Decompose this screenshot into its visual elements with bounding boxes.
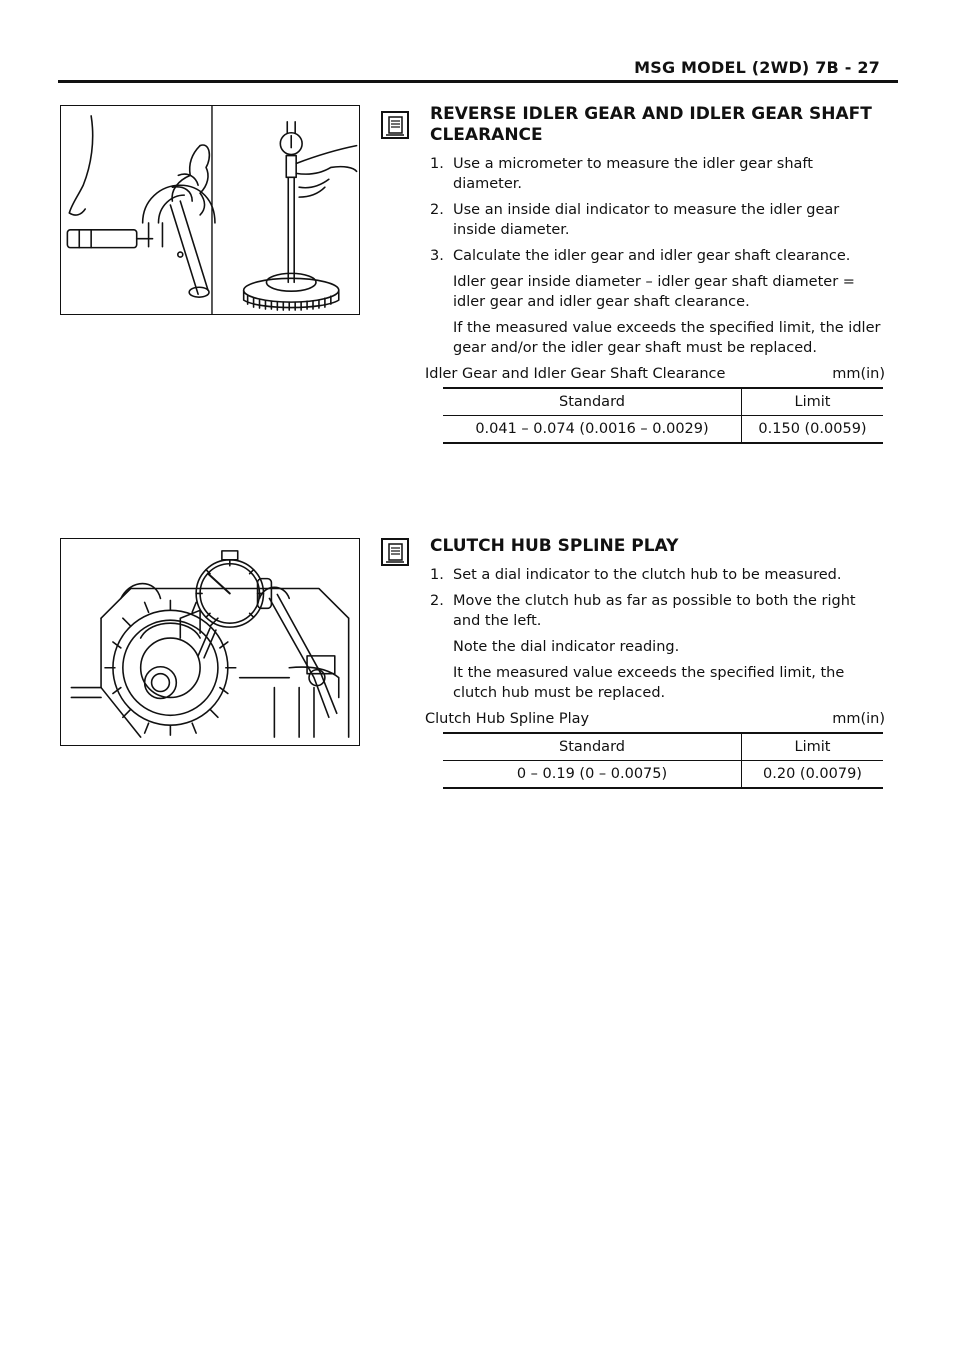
spec-caption: [425, 709, 885, 729]
table-row: [443, 761, 883, 789]
spec-unit: mm(in): [832, 366, 885, 382]
section-clutch-hub-spline-play: [425, 536, 885, 789]
step-item: 3. Calculate the idler gear and idler gear shaft clearance.: [430, 248, 851, 264]
note-text: Idler gear inside diameter – idler gear shaft diameter = idler gear and idler gear shaft clearance.: [453, 274, 855, 310]
section-title: CLUTCH HUB SPLINE PLAY: [430, 536, 679, 556]
spec-caption: [425, 364, 885, 384]
table-header-row: [443, 733, 883, 761]
micrometer-illustration: [67, 116, 215, 297]
spec-caption-text: Idler Gear and Idler Gear Shaft Clearance: [425, 366, 726, 382]
header-standard: Standard: [443, 733, 742, 761]
limit-value: 0.20 (0.0079): [742, 761, 884, 789]
step-list: [425, 154, 885, 266]
spec-table: [443, 387, 883, 444]
table-header-row: [443, 388, 883, 416]
section-idler-gear-clearance: [425, 104, 885, 444]
step-item: 1. Use a micrometer to measure the idler gear shaft diameter.: [430, 156, 813, 192]
note-text: If the measured value exceeds the specified limit, the idler gear and/or the idler gear shaft must be replaced.: [453, 320, 881, 356]
inside-dial-indicator-illustration: [244, 122, 357, 310]
figure-idler-gear-measurement: [60, 105, 360, 315]
table-row: [443, 416, 883, 444]
header-standard: Standard: [443, 388, 742, 416]
step-item: 2. Move the clutch hub as far as possible to both the right and the left.: [430, 593, 856, 629]
service-manual-book-icon: [380, 537, 410, 567]
spec-unit: mm(in): [832, 711, 885, 727]
step-item: 1. Set a dial indicator to the clutch hub to be measured.: [430, 567, 842, 583]
step-item: 2. Use an inside dial indicator to measure the idler gear inside diameter.: [430, 202, 840, 238]
service-manual-book-icon: [380, 110, 410, 140]
spec-table: [443, 732, 883, 789]
spec-caption-text: Clutch Hub Spline Play: [425, 711, 590, 727]
note-text: It the measured value exceeds the specified limit, the clutch hub must be replaced.: [453, 665, 845, 701]
figure-clutch-hub-measurement: [60, 538, 360, 746]
header-rule: [58, 80, 898, 83]
page-header: MSG MODEL (2WD) 7B - 27: [634, 58, 880, 77]
step-list: [425, 565, 885, 631]
limit-value: 0.150 (0.0059): [742, 416, 884, 444]
section-title: REVERSE IDLER GEAR AND IDLER GEAR SHAFT CLEARANCE: [430, 104, 872, 145]
standard-value: 0.041 – 0.074 (0.0016 – 0.0029): [443, 416, 742, 444]
standard-value: 0 – 0.19 (0 – 0.0075): [443, 761, 742, 789]
note-text: Note the dial indicator reading.: [453, 639, 680, 655]
header-limit: Limit: [742, 733, 884, 761]
header-limit: Limit: [742, 388, 884, 416]
